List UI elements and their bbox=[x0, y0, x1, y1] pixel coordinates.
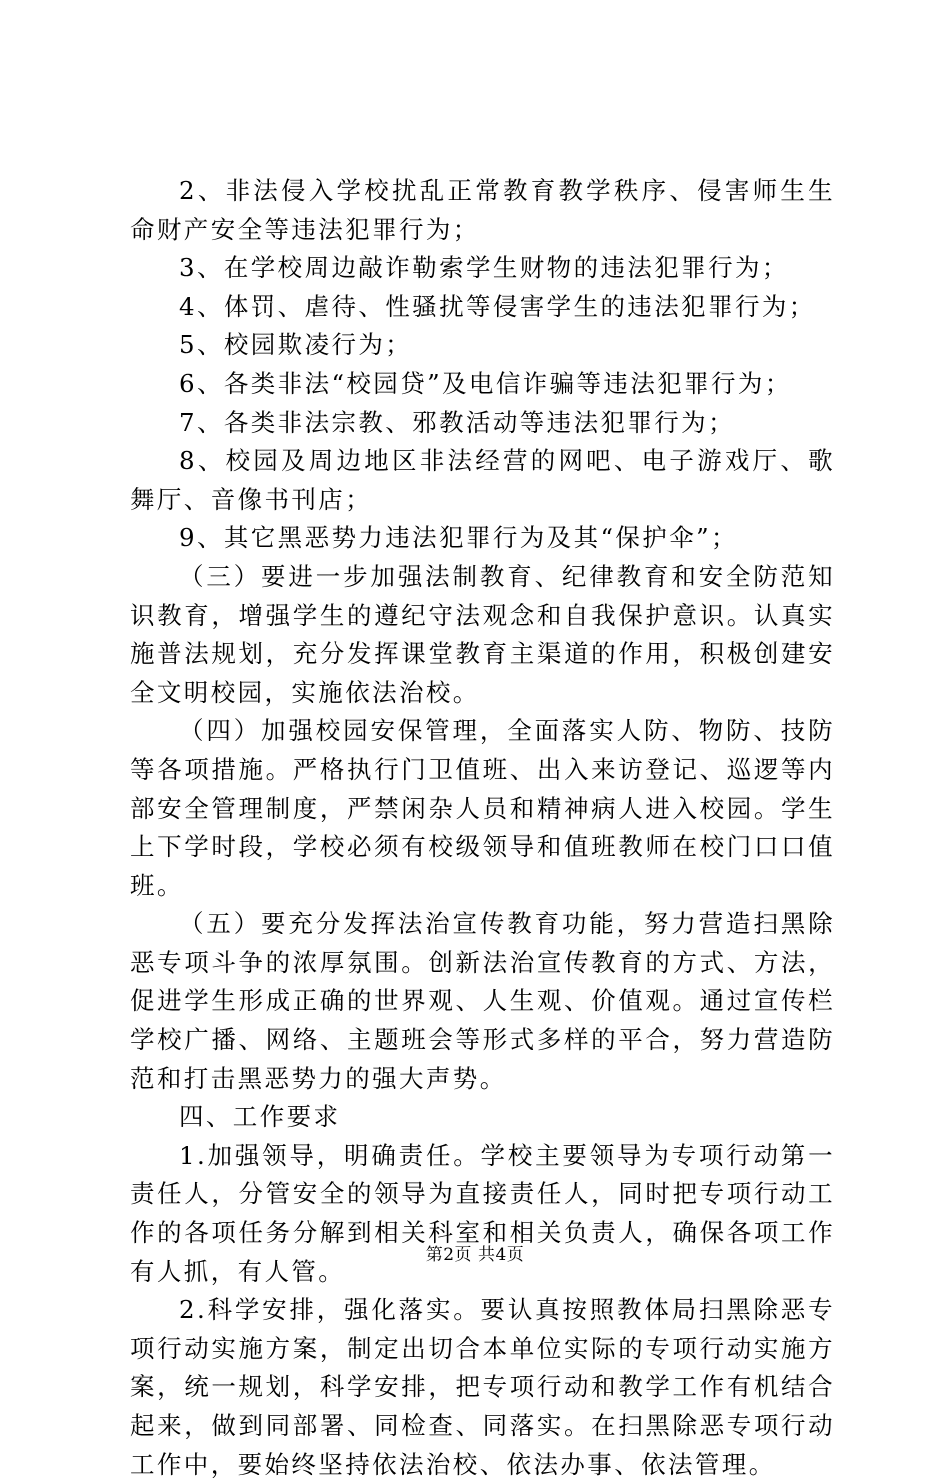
paragraph-item-3: 3、在学校周边敲诈勒索学生财物的违法犯罪行为； bbox=[179, 253, 789, 283]
page-footer bbox=[0, 1244, 950, 1266]
paragraph-item-5: 5、校园欺凌行为； bbox=[179, 330, 413, 360]
paragraph-section-3: （三）要进一步加强法制教育、纪律教育和安全防范知识教育，增强学生的遵纪守法观念和自我保护意识。认真实施普法规划，充分发挥课堂教育主渠道的作用，积极创建安全文明校园，实施依法治校。 bbox=[130, 561, 835, 707]
paragraph-item-4: 4、体罚、虐待、性骚扰等侵害学生的违法犯罪行为； bbox=[179, 291, 816, 321]
paragraph-item-9: 9、其它黑恶势力违法犯罪行为及其“保护伞”； bbox=[179, 523, 738, 553]
paragraph-item-7: 7、各类非法宗教、邪教活动等违法犯罪行为； bbox=[179, 407, 735, 437]
section-heading-work-requirements: 四、工作要求 bbox=[179, 1102, 341, 1132]
paragraph-section-4: （四）加强校园安保管理，全面落实人防、物防、技防等各项措施。严格执行门卫值班、出入来访登记、巡逻等内部安全管理制度，严禁闲杂人员和精神病人进入校园。学生上下学时段，学校必须有校级领导和值班教师在校门口口值班。 bbox=[130, 716, 835, 900]
document-body bbox=[130, 172, 835, 1484]
paragraph-requirement-2: 2.科学安排，强化落实。要认真按照教体局扫黑除恶专项行动实施方案，制定出切合本单位实际的专项行动实施方案，统一规划，科学安排，把专项行动和教学工作有机结合起来，做到同部署、同检查、同落实。在扫黑除恶专项行动工作中，要始终坚持依法治校、依法办事、依法管理。 bbox=[130, 1295, 835, 1479]
page-number-label: 第2页 共4页 bbox=[425, 1245, 525, 1265]
paragraph-item-2: 2、非法侵入学校扰乱正常教育教学秩序、侵害师生生命财产安全等违法犯罪行为； bbox=[130, 176, 835, 244]
paragraph-section-5: （五）要充分发挥法治宣传教育功能，努力营造扫黑除恶专项斗争的浓厚氛围。创新法治宣传教育的方式、方法，促进学生形成正确的世界观、人生观、价值观。通过宣传栏学校广播、网络、主题班会等形式多样的平合，努力营造防范和打击黑恶势力的强大声势。 bbox=[130, 909, 835, 1093]
paragraph-item-8: 8、校园及周边地区非法经营的网吧、电子游戏厅、歌舞厅、音像书刊店； bbox=[130, 446, 835, 514]
paragraph-item-6: 6、各类非法“校园贷”及电信诈骗等违法犯罪行为； bbox=[179, 368, 792, 398]
paragraph-requirement-1: 1.加强领导，明确责任。学校主要领导为专项行动第一责任人，分管安全的领导为直接责任人，同时把专项行动工作的各项任务分解到相关科室和相关负责人，确保各项工作有人抓，有人管。 bbox=[130, 1140, 835, 1286]
